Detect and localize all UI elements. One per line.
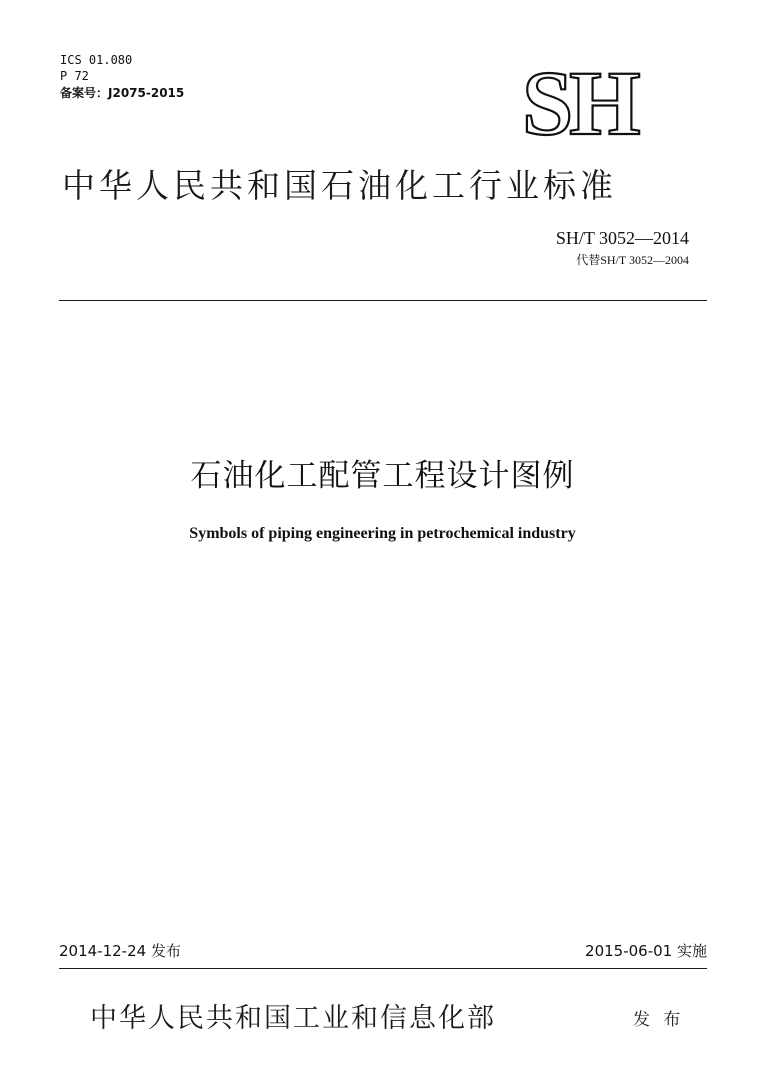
record-number: 备案号：J2075-2015 [60,86,185,100]
top-divider [59,300,707,301]
issuer-suffix: 发 布 [633,1010,685,1030]
issuer-name: 中华人民共和国工业和信息化部 [90,1003,496,1034]
replaces-standard: 代替SH/T 3052—2004 [576,253,689,267]
document-title-zh: 石油化工配管工程设计图例 [190,458,575,494]
issue-date: 2014-12-24 发布 [59,942,181,960]
bottom-divider [59,968,707,969]
effective-date: 2015-06-01 实施 [585,942,707,960]
sh-logo [520,62,685,140]
document-title-en: Symbols of piping engineering in petrochemical industry [189,525,576,542]
ministry-standard-title: 中华人民共和国石油化工行业标准 [62,166,617,205]
sh-logo-text: SH [522,62,637,140]
ics-code: ICS 01.080 [60,53,133,67]
category-code: P 72 [60,69,89,83]
standard-number: SH/T 3052—2014 [555,228,689,248]
